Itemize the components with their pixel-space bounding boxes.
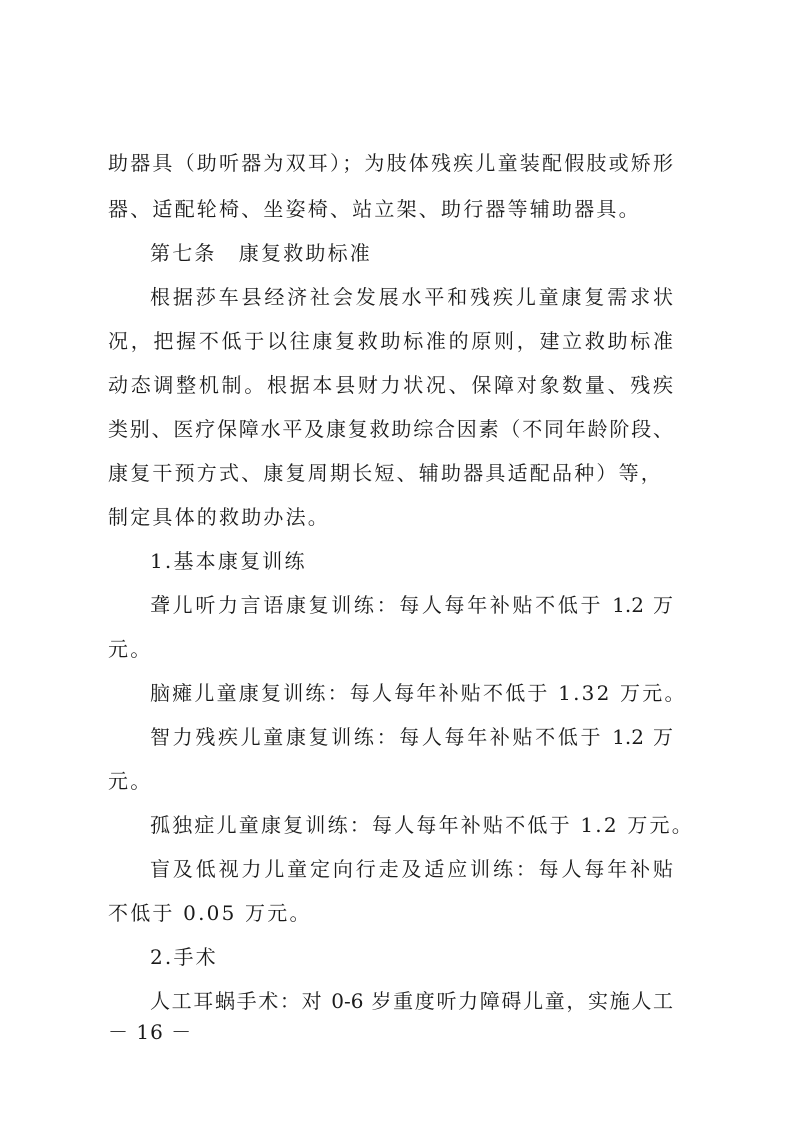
text-line-1: 助器具（助听器为双耳）；为肢体残疾儿童装配假肢或矫形 — [108, 151, 673, 175]
text-line-11: 聋儿听力言语康复训练：每人每年补贴不低于 1.2 万 — [150, 593, 673, 617]
text-line-18: 不低于 0.05 万元。 — [108, 901, 312, 925]
text-line-6: 动态调整机制。根据本县财力状况、保障对象数量、残疾 — [108, 373, 673, 397]
section-heading-surgery: 2.手术 — [150, 945, 218, 969]
text-line-12: 元。 — [108, 637, 153, 661]
text-line-16: 孤独症儿童康复训练：每人每年补贴不低于 1.2 万元。 — [150, 813, 694, 837]
text-line-20: 人工耳蜗手术：对 0-6 岁重度听力障碍儿童，实施人工 — [150, 989, 673, 1013]
text-line-7: 类别、医疗保障水平及康复救助综合因素（不同年龄阶段、 — [108, 417, 673, 441]
text-line-13: 脑瘫儿童康复训练：每人每年补贴不低于 1.32 万元。 — [150, 681, 687, 705]
article-heading: 第七条 康复救助标准 — [150, 241, 372, 265]
text-line-9: 制定具体的救助办法。 — [108, 505, 330, 529]
text-line-2: 器、适配轮椅、坐姿椅、站立架、助行器等辅助器具。 — [108, 197, 641, 221]
page-number: － 16 － — [108, 1020, 193, 1044]
section-heading-basic-training: 1.基本康复训练 — [150, 549, 307, 573]
text-line-15: 元。 — [108, 769, 153, 793]
text-line-8: 康复干预方式、康复周期长短、辅助器具适配品种）等， — [108, 461, 663, 485]
text-line-14: 智力残疾儿童康复训练：每人每年补贴不低于 1.2 万 — [150, 725, 673, 749]
text-line-4: 根据莎车县经济社会发展水平和残疾儿童康复需求状 — [150, 285, 673, 309]
text-line-5: 况，把握不低于以往康复救助标准的原则，建立救助标准 — [108, 329, 673, 353]
text-line-17: 盲及低视力儿童定向行走及适应训练：每人每年补贴 — [150, 857, 673, 881]
